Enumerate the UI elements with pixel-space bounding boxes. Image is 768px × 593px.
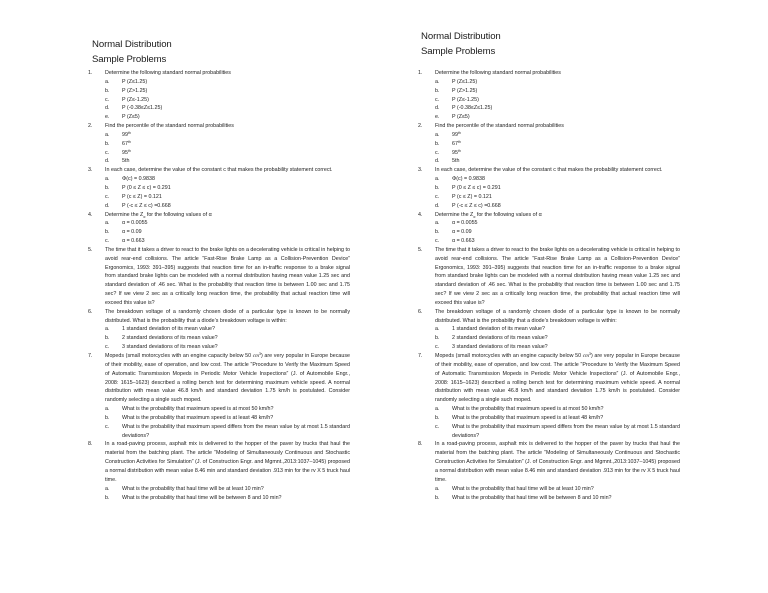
sub-question: [88, 87, 350, 96]
problem-text-content: Determine the following standard normal probabilities: [435, 70, 561, 76]
sub-question-letter: a.: [435, 176, 440, 183]
sub-question: [88, 184, 350, 193]
sub-question-content: P (Z≤1.25): [452, 78, 478, 85]
sub-question-content: P (Z≤1.25): [122, 78, 148, 85]
problem-text: [105, 69, 350, 78]
sub-question-content: 67: [122, 140, 128, 147]
sub-question: [418, 140, 680, 149]
problem-text: [105, 166, 350, 175]
problem-number: 1.: [418, 70, 423, 76]
sub-question-text: [452, 343, 680, 352]
problem-item: [418, 352, 680, 405]
problem-number: 3.: [418, 167, 423, 174]
sub-question-content: 67: [452, 140, 458, 147]
sub-question-letter: b.: [435, 494, 440, 501]
sub-question-letter: c.: [435, 423, 440, 430]
sub-question: [418, 228, 680, 237]
sub-question-content: 5th: [122, 158, 130, 165]
sub-question-letter: c.: [105, 238, 110, 245]
problem-text-content: Mopeds (small motorcycles with an engine capacity below 50: [105, 353, 253, 359]
problem-text-content: The time that it takes a driver to react to the brake lights on a decelerating vehicle is critical in helping to avoid rear-end collisions. The article “Fast-Rise Brake Lamp as a Collision-Prevention Device” Ergonomics, 1993: 391–395) suggests that reaction time for an in-traffic response to a brake signal from standard brake lights can be modeled with a normal distribution having mean value 1.25 sec and standard deviation of .46 sec. What is the probability that reaction time is between 1.00 sec and 1.75 sec? If we view 2 sec as a critically long reaction time, the probability that actual reaction time will exceed this value is?: [105, 246, 350, 306]
sub-question: [418, 104, 680, 113]
sub-question-text: [452, 219, 680, 228]
sub-question: [88, 334, 350, 343]
sub-question-content: P (0 ≤ Z ≤ c) = 0.291: [452, 184, 501, 191]
sub-question-letter: b.: [435, 140, 440, 147]
problem-number: 5.: [418, 246, 423, 253]
sub-question: [418, 343, 680, 352]
problem-item: [418, 440, 680, 484]
sub-question-content: P (Z>1.25): [452, 87, 478, 94]
sub-question-letter: a.: [435, 326, 440, 333]
sub-question-content: What is the probability that maximum speed is at least 48 km/h?: [122, 414, 274, 421]
sub-question: [88, 131, 350, 140]
problem-text-content: Determine the Z: [435, 211, 474, 218]
sub-question: [418, 202, 680, 211]
sub-question: [88, 325, 350, 334]
sub-question-letter: b.: [105, 335, 110, 342]
problem-text: [105, 308, 350, 326]
superscript: th: [457, 148, 461, 153]
sub-question-text: [122, 334, 350, 343]
problem-number: 6.: [418, 308, 423, 315]
document-subtitle: Sample Problems: [421, 46, 496, 57]
sub-question-letter: c.: [435, 149, 440, 156]
sub-question-letter: a.: [435, 78, 440, 85]
sub-question-letter: d.: [435, 158, 440, 165]
problem-number: 7.: [418, 353, 423, 359]
sub-question: [88, 140, 350, 149]
sub-question-content: α = 0.0055: [122, 220, 148, 227]
sub-question: [88, 414, 350, 423]
sub-question-text: [122, 193, 350, 202]
sub-question-content: What is the probability that maximum speed is at least 48 km/h?: [452, 414, 604, 421]
sub-question-text: [122, 219, 350, 228]
sub-question: [88, 202, 350, 211]
sub-question-text: [122, 228, 350, 237]
sub-question-letter: d.: [435, 105, 440, 112]
sub-question-text: [452, 334, 680, 343]
sub-question-text: [122, 494, 350, 503]
sub-question-text: [122, 423, 350, 441]
sub-question: [418, 237, 680, 246]
problem-text: [435, 122, 680, 131]
sub-question: [418, 334, 680, 343]
problem-text: [105, 352, 350, 405]
sub-question: [88, 104, 350, 113]
problem-text: [105, 211, 350, 220]
sub-question-content: α = 0.09: [122, 229, 142, 236]
sub-question-content: P (-0.38≤Z≤1.25): [122, 105, 163, 112]
sub-question: [418, 414, 680, 423]
sub-question: [88, 405, 350, 414]
sub-question-text: [122, 131, 350, 140]
sub-question: [418, 131, 680, 140]
sub-question-content: 95: [452, 149, 458, 156]
sub-question-content: P (Z≤5): [452, 114, 470, 121]
document-title: Normal Distribution: [92, 39, 172, 50]
problem-text-content: In each case, determine the value of the constant c that makes the probability statement correct.: [105, 167, 333, 174]
problem-item: [88, 166, 350, 175]
problem-item: [88, 308, 350, 326]
problem-number: 8.: [418, 441, 423, 448]
problem-item: [418, 246, 680, 308]
sub-question-text: [122, 104, 350, 113]
sub-question-text: [452, 96, 680, 105]
problem-number: 3.: [88, 167, 93, 174]
sub-question: [88, 157, 350, 166]
sub-question: [418, 96, 680, 105]
sub-question: [418, 149, 680, 158]
sub-question-content: What is the probability that maximum speed differs from the mean value by at most 1.5 standard deviations?: [122, 423, 350, 439]
sub-question-content: α = 0.0055: [452, 220, 478, 227]
sub-question: [418, 87, 680, 96]
problem-text-content: The breakdown voltage of a randomly chosen diode of a particular type is known to be normally distributed. What is the probability that a diode’s breakdown voltage is within:: [105, 308, 350, 324]
sub-question-text: [452, 87, 680, 96]
sub-question-content: α = 0.663: [122, 238, 145, 245]
sub-question-content: Φ(c) = 0.9838: [122, 176, 155, 183]
sub-question: [88, 96, 350, 105]
superscript: 3: [589, 352, 591, 356]
sub-question-text: [452, 325, 680, 334]
problem-text: [435, 166, 680, 175]
sub-question-text: [122, 78, 350, 87]
sub-question-content: P (c ≤ Z) = 0.121: [122, 193, 162, 200]
sub-question: [418, 325, 680, 334]
sub-question-text: [452, 228, 680, 237]
sub-question-text: [122, 405, 350, 414]
problem-item: [418, 308, 680, 326]
sub-question-text: [452, 193, 680, 202]
sub-question-letter: d.: [435, 202, 440, 209]
sub-question-letter: e.: [435, 114, 440, 121]
sub-question-letter: d.: [105, 105, 110, 112]
problem-text-content: In a road-paving process, asphalt mix is delivered to the hopper of the paver by trucks that haul the material from the batching plant. The article “Modeling of Simultaneously Continuous and Stochastic Construction Activities for Simulation” (J. of Construction Engr. and Mgmnt.,2013:1037–1045) proposed a normal distribution with mean value 8.46 min and standard deviation .913 min for the rv X 5 truck haul time.: [105, 441, 350, 483]
sub-question-text: [122, 87, 350, 96]
sub-question-content: What is the probability that maximum speed is at most 50 km/h?: [452, 406, 604, 413]
document-title: Normal Distribution: [421, 31, 501, 42]
sub-question-content: P (0 ≤ Z ≤ c) = 0.291: [122, 184, 171, 191]
sub-question-letter: c.: [105, 423, 110, 430]
subscript: α: [473, 214, 476, 219]
sub-question-text: [122, 202, 350, 211]
problem-text-content: ) are very popular in Europe because of their mobility, ease of operation, and low cost. The article “Procedure to Verify the Maximum Speed of Automatic Transmission Mopeds in Periodic Motor Vehicle Inspections” (J. of Automobile Engr., 2008: 1615–1623) described a rolling bench test for determining maximum vehicle speed. A normal distribution with mean value 46.8 km/h and standard deviation 1.75 km/h is postulated. Consider randomly selecting a single such moped.: [435, 353, 680, 404]
superscript: th: [457, 139, 461, 144]
sub-question: [88, 237, 350, 246]
problem-text-content: Determine the following standard normal probabilities: [105, 70, 231, 76]
problem-text: [105, 122, 350, 131]
sub-question-content: 99: [452, 131, 458, 138]
problem-item: [418, 211, 680, 220]
sub-question: [88, 494, 350, 503]
sub-question-content: P (Z≤-1.25): [452, 96, 479, 103]
sub-question-content: P (c ≤ Z) = 0.121: [452, 193, 492, 200]
sub-question-letter: c.: [435, 193, 440, 200]
problem-text-content: for the following values of α: [145, 211, 212, 218]
sub-question: [88, 423, 350, 441]
problem-item: [418, 69, 680, 78]
sub-question-text: [452, 140, 680, 149]
sub-question-content: 1 standard deviation of its mean value?: [452, 326, 545, 333]
unit: cm: [252, 353, 260, 359]
sub-question-content: 99: [122, 131, 128, 138]
sub-question: [88, 193, 350, 202]
problem-item: [88, 211, 350, 220]
sub-question-letter: a.: [105, 220, 110, 227]
sub-question-text: [452, 149, 680, 158]
superscript: th: [127, 139, 131, 144]
problem-text-content: In a road-paving process, asphalt mix is delivered to the hopper of the paver by trucks that haul the material from the batching plant. The article “Modeling of Simultaneously Continuous and Stochastic Construction Activities for Simulation” (J. of Construction Engr. and Mgmnt.,2013:1037–1045) proposed a normal distribution with mean value 8.46 min and standard deviation .913 min for the rv X 5 truck haul time.: [435, 441, 680, 483]
problem-text: [435, 352, 680, 405]
sub-question: [418, 157, 680, 166]
sub-question-letter: b.: [435, 184, 440, 191]
sub-question-letter: a.: [105, 406, 110, 413]
sub-question: [88, 228, 350, 237]
problem-item: [88, 122, 350, 131]
sub-question-content: P (-c ≤ Z ≤ c) =0.668: [452, 202, 501, 209]
sub-question-letter: b.: [105, 414, 110, 421]
sub-question-letter: b.: [105, 184, 110, 191]
sub-question-letter: a.: [435, 131, 440, 138]
sub-question-text: [452, 104, 680, 113]
sub-question: [88, 485, 350, 494]
sub-question-letter: b.: [435, 414, 440, 421]
sub-question-letter: b.: [105, 87, 110, 94]
sub-question-content: α = 0.09: [452, 229, 472, 236]
problem-text-content: The breakdown voltage of a randomly chosen diode of a particular type is known to be normally distributed. What is the probability that a diode’s breakdown voltage is within:: [435, 308, 680, 324]
sub-question: [88, 149, 350, 158]
sub-question-letter: a.: [105, 176, 110, 183]
sub-question-content: 5th: [452, 158, 460, 165]
sub-question-letter: d.: [105, 158, 110, 165]
problem-number: 8.: [88, 441, 93, 448]
problem-text-content: In each case, determine the value of the constant c that makes the probability statement correct.: [435, 167, 663, 174]
sub-question-letter: b.: [105, 229, 110, 236]
sub-question-text: [122, 184, 350, 193]
problem-number: 7.: [88, 353, 93, 359]
sub-question-text: [452, 184, 680, 193]
sub-question-content: P (Z>1.25): [122, 87, 148, 94]
sub-question-text: [452, 414, 680, 423]
sub-question-content: α = 0.663: [452, 238, 475, 245]
sub-question-letter: c.: [435, 96, 440, 103]
sub-question-text: [122, 414, 350, 423]
problem-text-content: Mopeds (small motorcycles with an engine capacity below 50: [435, 353, 583, 359]
superscript: 3: [259, 352, 261, 356]
sub-question-letter: e.: [105, 114, 110, 121]
problem-text: [435, 211, 680, 220]
sub-question-text: [122, 96, 350, 105]
sub-question-letter: c.: [105, 149, 110, 156]
sub-question-content: What is the probability that haul time will be at least 10 min?: [452, 485, 594, 492]
problem-text: [435, 440, 680, 484]
problem-text: [435, 308, 680, 326]
sub-question: [418, 494, 680, 503]
problem-number: 4.: [418, 211, 423, 218]
sub-question-letter: c.: [105, 96, 110, 103]
sub-question: [418, 219, 680, 228]
sub-question-text: [452, 175, 680, 184]
sub-question: [88, 343, 350, 352]
problem-item: [88, 440, 350, 484]
sub-question-text: [122, 157, 350, 166]
sub-question-text: [452, 113, 680, 122]
sub-question: [418, 184, 680, 193]
problem-item: [88, 246, 350, 308]
sub-question-letter: a.: [435, 485, 440, 492]
sub-question-letter: b.: [105, 494, 110, 501]
sub-question-content: What is the probability that maximum speed differs from the mean value by at most 1.5 standard deviations?: [452, 423, 680, 439]
sub-question-letter: a.: [105, 485, 110, 492]
document-subtitle: Sample Problems: [92, 54, 167, 65]
problem-text-content: Determine the Z: [105, 211, 144, 218]
problem-text-content: The time that it takes a driver to react to the brake lights on a decelerating vehicle is critical in helping to avoid rear-end collisions. The article “Fast-Rise Brake Lamp as a Collision-Prevention Device” Ergonomics, 1993: 391–395) suggests that reaction time for an in-traffic response to a brake signal from standard brake lights can be modeled with a normal distribution having mean value 1.25 sec and standard deviation of .46 sec. What is the probability that reaction time is between 1.00 sec and 1.75 sec? If we view 2 sec as a critically long reaction time, the probability that actual reaction time will exceed this value is?: [435, 246, 680, 306]
sub-question-letter: a.: [105, 326, 110, 333]
problem-list: [418, 69, 680, 502]
sub-question-letter: d.: [105, 202, 110, 209]
sub-question-text: [452, 405, 680, 414]
problem-text: [435, 69, 680, 78]
sub-question-letter: a.: [435, 406, 440, 413]
sub-question-content: P (Z≤-1.25): [122, 96, 149, 103]
sub-question-content: 3 standard deviations of its mean value?: [452, 344, 548, 351]
problem-list: [88, 69, 350, 502]
sub-question-text: [452, 494, 680, 503]
sub-question-text: [122, 175, 350, 184]
sub-question: [418, 113, 680, 122]
sub-question-letter: b.: [435, 335, 440, 342]
problem-number: 4.: [88, 211, 93, 218]
sub-question-letter: b.: [435, 229, 440, 236]
sub-question: [418, 175, 680, 184]
sub-question-text: [452, 131, 680, 140]
unit: cm: [582, 353, 590, 359]
superscript: th: [127, 148, 131, 153]
problem-text-content: for the following values of α: [475, 211, 542, 218]
problem-item: [88, 69, 350, 78]
sub-question-content: 95: [122, 149, 128, 156]
sub-question-text: [122, 113, 350, 122]
sub-question-letter: b.: [435, 87, 440, 94]
sub-question-text: [452, 202, 680, 211]
sub-question-letter: c.: [105, 193, 110, 200]
sub-question-text: [452, 423, 680, 441]
sub-question-letter: c.: [105, 344, 110, 351]
sub-question: [88, 78, 350, 87]
sub-question-text: [122, 237, 350, 246]
sub-question-text: [122, 140, 350, 149]
sub-question-content: 1 standard deviation of its mean value?: [122, 326, 215, 333]
problem-text: [105, 440, 350, 484]
sub-question-text: [122, 343, 350, 352]
sub-question-text: [452, 78, 680, 87]
sub-question-letter: c.: [435, 344, 440, 351]
sub-question-letter: b.: [105, 140, 110, 147]
sub-question-content: Φ(c) = 0.9838: [452, 176, 485, 183]
sub-question: [418, 423, 680, 441]
sub-question-content: What is the probability that maximum speed is at most 50 km/h?: [122, 406, 274, 413]
problem-item: [88, 352, 350, 405]
problem-number: 2.: [418, 123, 423, 130]
problem-number: 1.: [88, 70, 93, 76]
sub-question-letter: a.: [105, 131, 110, 138]
sub-question: [418, 78, 680, 87]
problem-text: [105, 246, 350, 308]
sub-question: [418, 485, 680, 494]
problem-text-content: Find the percentile of the standard normal probabilities: [105, 123, 234, 130]
sub-question: [418, 405, 680, 414]
problem-text: [435, 246, 680, 308]
problem-item: [418, 122, 680, 131]
sub-question: [88, 113, 350, 122]
problem-number: 2.: [88, 123, 93, 130]
subscript: α: [143, 214, 146, 219]
sub-question-text: [122, 485, 350, 494]
sub-question: [418, 193, 680, 202]
sub-question-content: What is the probability that haul time will be between 8 and 10 min?: [452, 494, 612, 501]
sub-question-text: [452, 485, 680, 494]
problem-item: [418, 166, 680, 175]
sub-question-text: [452, 157, 680, 166]
superscript: th: [457, 130, 461, 135]
superscript: th: [127, 130, 131, 135]
sub-question: [88, 219, 350, 228]
sub-question-letter: c.: [435, 238, 440, 245]
document-page-right: [330, 0, 714, 593]
sub-question-text: [122, 325, 350, 334]
sub-question-content: P (-0.38≤Z≤1.25): [452, 105, 493, 112]
sub-question-content: 2 standard deviations of its mean value?: [452, 335, 548, 342]
sub-question-content: What is the probability that haul time will be at least 10 min?: [122, 485, 264, 492]
sub-question-letter: a.: [435, 220, 440, 227]
sub-question-letter: a.: [105, 78, 110, 85]
sub-question-content: What is the probability that haul time will be between 8 and 10 min?: [122, 494, 282, 501]
sub-question-text: [122, 149, 350, 158]
sub-question-text: [452, 237, 680, 246]
problem-number: 6.: [88, 308, 93, 315]
problem-number: 5.: [88, 246, 93, 253]
sub-question-content: 2 standard deviations of its mean value?: [122, 335, 218, 342]
problem-text-content: Find the percentile of the standard normal probabilities: [435, 123, 564, 130]
sub-question-content: P (-c ≤ Z ≤ c) =0.668: [122, 202, 171, 209]
sub-question-content: 3 standard deviations of its mean value?: [122, 344, 218, 351]
sub-question-content: P (Z≤5): [122, 114, 140, 121]
sub-question: [88, 175, 350, 184]
problem-text-content: ) are very popular in Europe because of their mobility, ease of operation, and low cost. The article “Procedure to Verify the Maximum Speed of Automatic Transmission Mopeds in Periodic Motor Vehicle Inspections” (J. of Automobile Engr., 2008: 1615–1623) described a rolling bench test for determining maximum vehicle speed. A normal distribution with mean value 46.8 km/h and standard deviation 1.75 km/h is postulated. Consider randomly selecting a single such moped.: [105, 353, 350, 404]
